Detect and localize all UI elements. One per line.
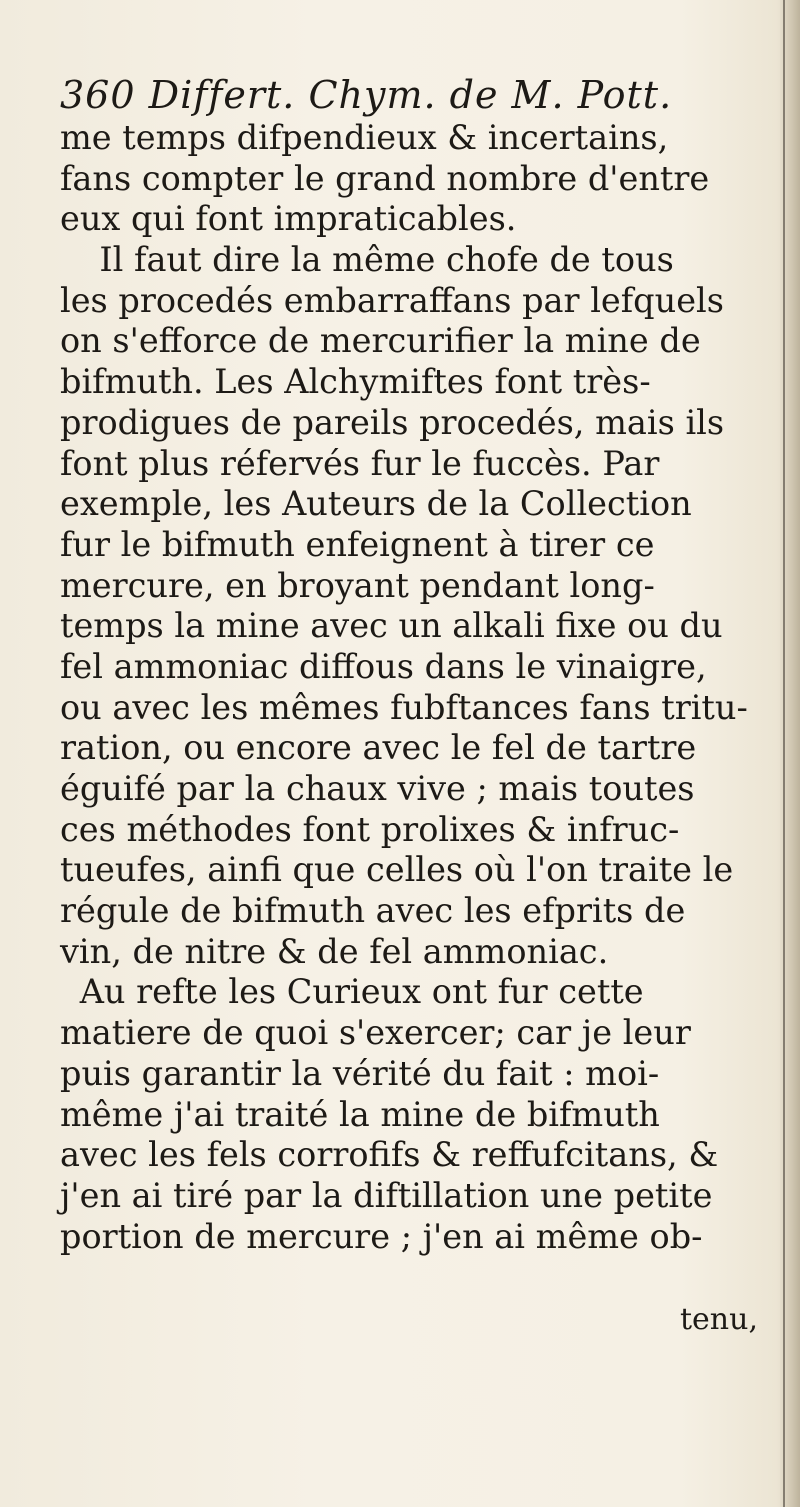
text-line: exemple, les Auteurs de la Collection: [60, 484, 692, 525]
text-line: on s'efforce de mercurifier la mine de: [60, 321, 701, 362]
text-line: tueufes, ainfi que celles où l'on traite le: [60, 850, 734, 891]
page-edge-line: [783, 0, 785, 1507]
text-line: temps la mine avec un alkali fixe ou du: [60, 606, 723, 647]
text-line: eux qui font impraticables.: [60, 199, 517, 240]
text-line: ou avec les mêmes fubftances fans tritu-: [60, 687, 748, 728]
body-text: [60, 118, 760, 1257]
text-line: matiere de quoi s'exercer; car je leur: [60, 1013, 691, 1054]
text-line: ration, ou encore avec le fel de tartre: [60, 728, 697, 769]
text-line: éguifé par la chaux vive ; mais toutes: [60, 769, 695, 809]
text-line: fur le bifmuth enfeignent à tirer ce: [60, 524, 655, 565]
text-line: Au refte les Curieux ont fur cette: [79, 972, 644, 1013]
text-line: même j'ai traité la mine de bifmuth: [60, 1094, 660, 1135]
text-line: fans compter le grand nombre d'entre: [60, 158, 710, 199]
catchword: tenu,: [680, 1302, 758, 1337]
page-header: [60, 68, 750, 122]
text-line: font plus réfervés fur le fuccès. Par: [60, 443, 660, 484]
text-line: me temps difpendieux & incertains,: [60, 118, 669, 158]
text-line: prodigues de pareils procedés, mais ils: [60, 402, 725, 443]
text-line: bifmuth. Les Alchymiftes font très-: [60, 362, 651, 403]
text-line: régule de bifmuth avec les efprits de: [60, 891, 686, 932]
text-line: ces méthodes font prolixes & infruc-: [60, 809, 680, 850]
text-line: les procedés embarraffans par lefquels: [60, 280, 724, 321]
text-line: fel ammoniac diffous dans le vinaigre,: [60, 646, 707, 687]
text-line: portion de mercure ; j'en ai même ob-: [60, 1216, 703, 1257]
text-line: j'en ai tiré par la diftillation une petite: [60, 1175, 713, 1216]
text-line: puis garantir la vérité du fait : moi-: [60, 1053, 660, 1094]
text-line: vin, de nitre & de fel ammoniac.: [60, 931, 609, 972]
text-line: mercure, en broyant pendant long-: [60, 565, 655, 606]
text-line: avec les fels corrofifs & reffufcitans, &: [60, 1135, 719, 1176]
text-line: Il faut dire la même chofe de tous: [99, 240, 674, 281]
page-number: 360: [60, 73, 136, 117]
running-title: Differt. Chym. de M. Pott.: [148, 73, 673, 117]
